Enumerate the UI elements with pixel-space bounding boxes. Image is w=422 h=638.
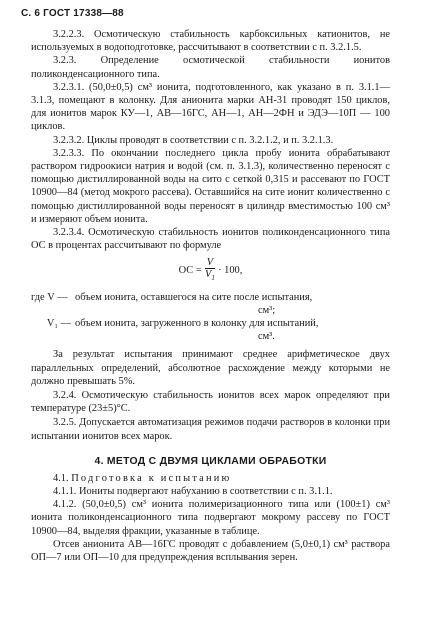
paragraph-4-1-1: 4.1.1. Иониты подвергают набуханию в соответствии с п. 3.1.1.: [53, 485, 333, 497]
formula-legend: [31, 291, 390, 344]
legend-v-unit: см³;: [258, 304, 276, 316]
paragraph-result: За результат испытания принимают среднее арифметическое двух параллельных определений, абсолютное расхождение между которыми не должно превышать 5%.: [31, 349, 390, 387]
paragraph-3-2-4: 3.2.4. Осмотическую стабильность ионитов всех марок определяют при температуре (23±5)°С.: [31, 389, 390, 415]
paragraph-3-2-5: 3.2.5. Допускается автоматизация режимов подачи растворов в колонки при испытании ионитов всех марок.: [31, 417, 390, 442]
subsection-4-1-heading: [31, 472, 390, 485]
paragraph-3-2-3-1: 3.2.3.1. (50,0±0,5) см³ ионита, подготовленного, как указано в п. 3.1.1—3.1.3, помещают в колонку. Для анионита марки АН-31 проводят 150 циклов, для ионитов марок КУ—1, АВ—16ГС, АН—1, АН—2ФН и ЭДЭ—10П — 100 циклов.: [31, 81, 390, 133]
document-body: [31, 28, 390, 564]
formula-numerator: V: [206, 257, 214, 269]
paragraph-3-2-3-4: 3.2.3.4. Осмотическую стабильность ионитов поликонденсационного типа ОС в процентах рассчитывают по формуле: [31, 227, 390, 252]
legend-v-label: где V —: [31, 291, 68, 303]
paragraph-3-2-2-3: 3.2.2.3. Осмотическую стабильность карбоксильных катионитов, не используемых в водоподготовке, рассчитывают в соответствии с п. 3.2.1.5.: [31, 29, 390, 54]
legend-v1-text: объем ионита, загруженного в колонку для испытаний,: [75, 317, 319, 329]
stability-formula: [31, 257, 390, 284]
formula-lhs: ОС =: [178, 265, 202, 277]
formula-fraction: [205, 257, 215, 284]
legend-v1-label: V₁ —: [46, 317, 71, 329]
paragraph-3-2-3: 3.2.3. Определение осмотической стабильности ионитов поликонденсационного типа.: [31, 55, 390, 80]
subsection-4-1-title: Подготовка к испытанию: [71, 472, 232, 484]
paragraph-3-2-3-2: 3.2.3.2. Циклы проводят в соответствии с п. 3.2.1.2, и п. 3.2.1.3.: [53, 134, 334, 146]
paragraph-3-2-3-3: 3.2.3.3. По окончании последнего цикла пробу ионита обрабатывают раствором гидроокиси натрия и водой (см. п. 3.1.3), количественно переносят с помощью дистиллированной воды на сито с сеткой 0,315 и рассевают по ГОСТ 10900—84 (метод мокрого рассева). Оставшийся на сите ионит количественно с помощью дистиллированной воды переносят в цилиндр вместимостью 100 см³ и измеряют объем ионита.: [31, 147, 390, 225]
legend-v1-unit: см³.: [258, 331, 275, 343]
formula-rhs: · 100,: [218, 265, 243, 277]
paragraph-av16gs: Отсев анионита АВ—16ГС проводят с добавлением (5,0±0,1) см³ раствора ОП—7 или ОП—10 для предупреждения всплывания зерен.: [31, 538, 390, 563]
paragraph-4-1-2: 4.1.2. (50,0±0,5) см³ ионита полимеризационного типа или (100±1) см³ ионита поликонденсационного типа подвергают мокрому рассеву по ГОСТ 10900—84, выделяя фракции, указанные в таблице.: [31, 499, 390, 537]
formula-denominator: $V_1$: [204, 269, 215, 283]
subsection-4-1-number: 4.1.: [53, 472, 69, 484]
page-header: С. 6 ГОСТ 17338—88: [21, 8, 124, 19]
section-4-title: 4. МЕТОД С ДВУМЯ ЦИКЛАМИ ОБРАБОТКИ: [94, 455, 327, 467]
legend-v-text: объем ионита, оставшегося на сите после испытания,: [75, 291, 313, 303]
